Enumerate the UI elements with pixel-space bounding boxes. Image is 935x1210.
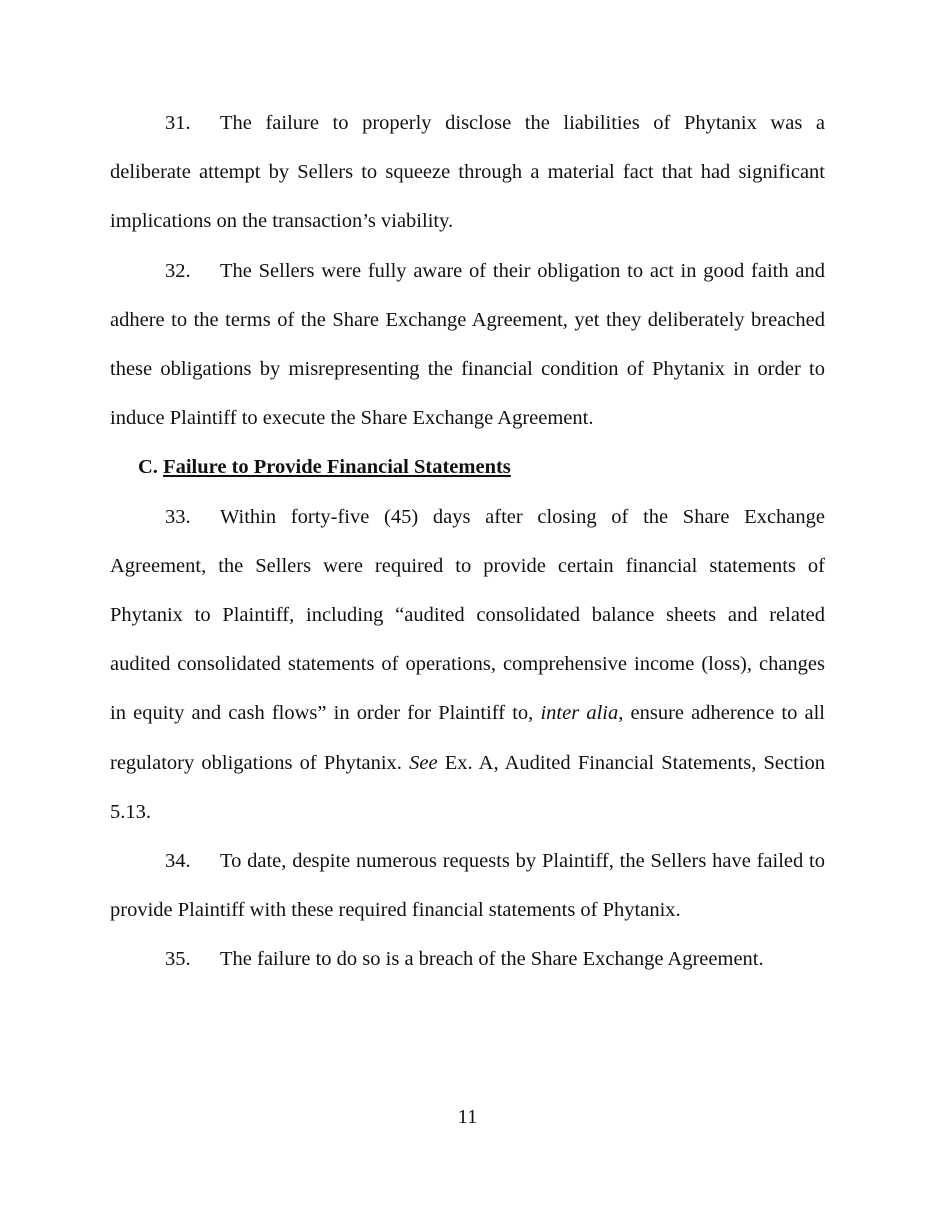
paragraph-text: The failure to do so is a breach of the Share Exchange Agreement. — [220, 948, 764, 971]
paragraph-number: 32. — [165, 259, 191, 282]
paragraph-text-part: , ensure adherence to all regulatory obligations of Phytanix. — [110, 702, 826, 774]
paragraph-32 — [110, 247, 825, 444]
paragraph-31 — [110, 99, 825, 247]
paragraph-35 — [110, 935, 825, 984]
section-letter: C. — [138, 456, 158, 479]
section-title: Failure to Provide Financial Statements — [163, 456, 511, 479]
paragraph-number: 35. — [165, 948, 191, 971]
paragraph-number: 34. — [165, 850, 191, 873]
paragraph-number: 33. — [165, 505, 191, 528]
document-body — [110, 99, 825, 985]
page-number: 11 — [457, 1106, 478, 1128]
paragraph-text: The failure to properly disclose the liabilities of Phytanix was a deliberate attempt by Sellers to squeeze through a material fact that had significant implications on the transaction’s viability. — [110, 112, 825, 233]
paragraph-text: To date, despite numerous requests by Plaintiff, the Sellers have failed to provide Plaintiff with these required financial statements of Phytanix. — [110, 850, 825, 922]
paragraph-number: 31. — [165, 112, 191, 134]
paragraph-33 — [110, 493, 825, 837]
italic-phrase-inter-alia: inter alia — [540, 702, 619, 725]
italic-signal-see: See — [409, 751, 438, 774]
paragraph-text-part: Within forty-five (45) days after closing of the Share Exchange Agreement, the Sellers were required to provide certain financial statements of Phytanix to Plaintiff, including “audited consolidated balance sheets and related audited consolidated statements of operations, comprehensive income (loss), changes in equity and cash flows” in order for Plaintiff to, — [110, 505, 825, 725]
paragraph-text-part: Ex. A, Audited Financial Statements, Section 5.13. — [110, 751, 826, 823]
paragraph-text: The Sellers were fully aware of their obligation to act in good faith and adhere to the terms of the Share Exchange Agreement, yet they deliberately breached these obligations by misrepresenting the financial condition of Phytanix in order to induce Plaintiff to execute the Share Exchange Agreement. — [110, 259, 825, 430]
section-heading-c — [110, 443, 825, 492]
paragraph-34 — [110, 837, 825, 935]
